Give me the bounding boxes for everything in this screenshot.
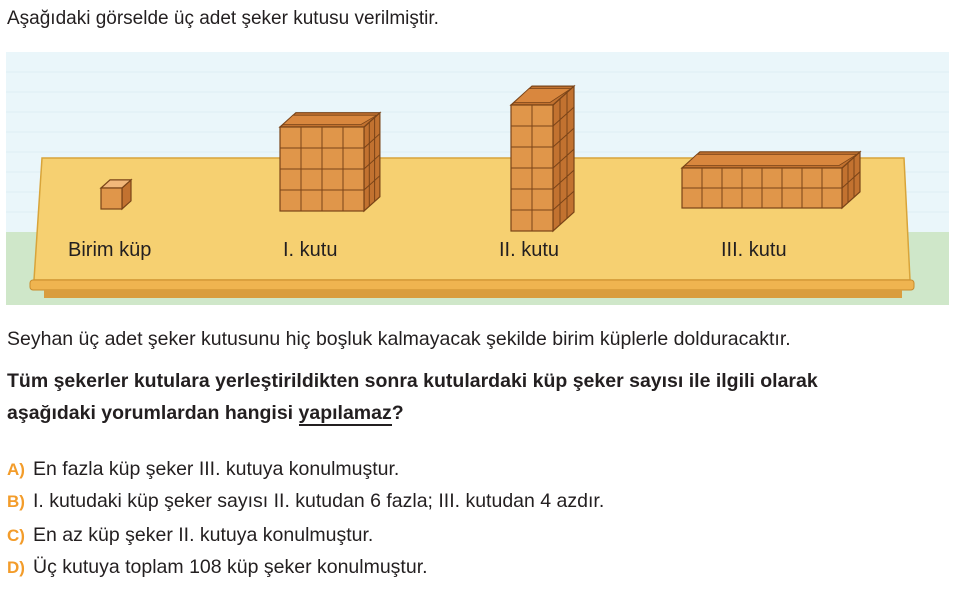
option-a-text: En fazla küp şeker III. kutuya konulmuştur. [33,458,400,480]
unit-cube [101,180,131,209]
box-1-label: I. kutu [283,239,338,261]
option-b[interactable] [7,490,604,513]
question-line-2-start: aşağıdaki yorumlardan hangisi [7,402,299,424]
option-c[interactable] [7,524,373,547]
intro-text: Aşağıdaki görselde üç adet şeker kutusu verilmiştir. [7,8,439,29]
option-c-text: En az küp şeker II. kutuya konulmuştur. [33,524,374,546]
option-b-letter: B) [7,492,25,511]
box-3 [682,152,860,208]
problem-paragraph: Seyhan üç adet şeker kutusunu hiç boşluk kalmayacak şekilde birim küplerle dolduracaktır. [7,328,791,350]
option-d-letter: D) [7,558,25,577]
option-d-text: Üç kutuya toplam 108 küp şeker konulmuştur. [33,556,428,578]
question-line-2 [7,397,818,429]
unit-cube-label: Birim küp [68,239,152,261]
option-a-letter: A) [7,460,25,479]
question-emphasis: yapılamaz [298,402,392,424]
option-a[interactable] [7,458,399,481]
option-d[interactable] [7,556,428,579]
question-line-1: Tüm şekerler kutulara yerleştirildikten sonra kutulardaki küp şeker sayısı ile ilgili olarak [7,370,818,392]
box-3-label: III. kutu [721,239,787,261]
option-c-letter: C) [7,526,25,545]
box-2 [511,86,574,231]
box-1 [280,113,380,211]
candy-boxes-figure [6,52,949,305]
question [7,365,818,429]
question-mark: ? [391,402,404,424]
box-2-label: II. kutu [499,239,560,261]
option-b-text: I. kutudaki küp şeker sayısı II. kutudan 6 fazla; III. kutudan 4 azdır. [33,490,605,512]
